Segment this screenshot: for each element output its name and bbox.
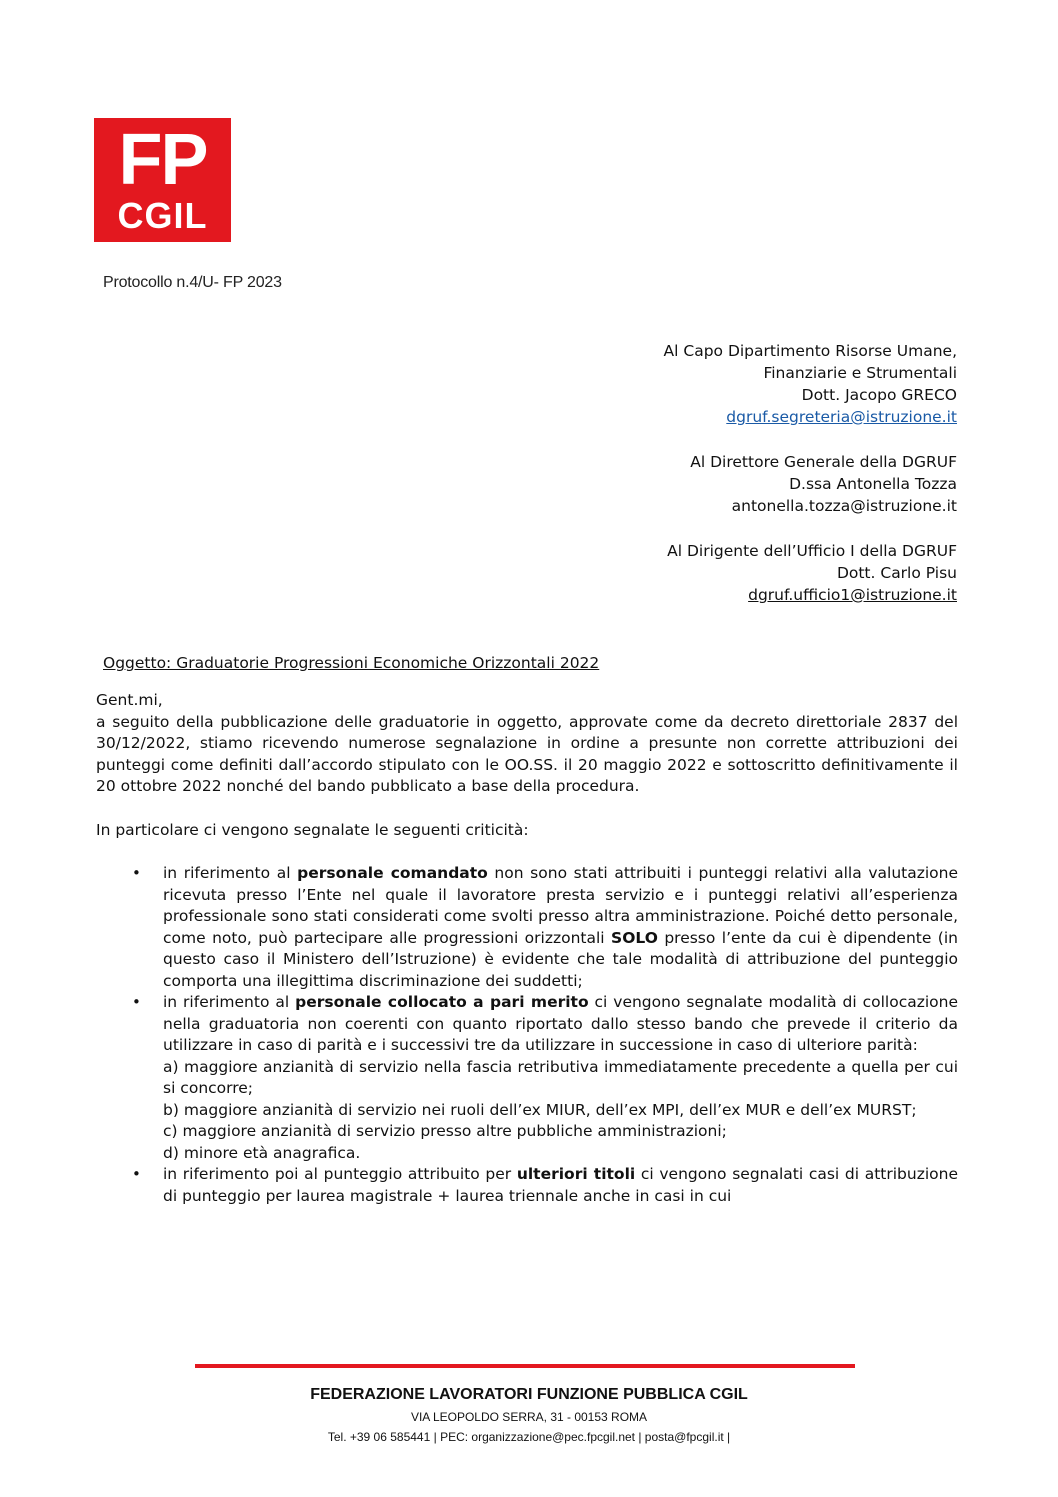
recipient-1	[664, 340, 957, 428]
footer-organization: FEDERAZIONE LAVORATORI FUNZIONE PUBBLICA CGIL	[310, 1386, 748, 1403]
sub-item: d) minore età anagrafica.	[163, 1143, 361, 1162]
recipient-email-link[interactable]: dgruf.segreteria@istruzione.it	[726, 408, 957, 426]
lead-paragraph: In particolare ci vengono segnalate le seguenti criticità:	[96, 820, 529, 839]
recipient-email: antonella.tozza@istruzione.it	[731, 497, 957, 515]
sub-item: b) maggiore anzianità di servizio nei ruoli dell’ex MIUR, dell’ex MPI, dell’ex MUR e dell’ex MURST;	[163, 1100, 917, 1119]
recipient-line: Dott. Jacopo GRECO	[801, 386, 957, 404]
footer-contacts: Tel. +39 06 585441 | PEC: organizzazione@pec.fpcgil.net | posta@fpcgil.it |	[327, 1430, 731, 1444]
recipient-line: Al Capo Dipartimento Risorse Umane,	[663, 342, 957, 360]
recipient-2	[664, 451, 957, 517]
recipient-3	[664, 540, 957, 606]
bullet-icon: •	[132, 993, 141, 1011]
emphasis: ulteriori titoli	[516, 1165, 636, 1183]
emphasis: SOLO	[611, 928, 658, 947]
list-item: • in riferimento poi al punteggio attribuito per ulteriori titoli ci vengono segnalati casi di attribuzione di punteggio per laurea magistrale + laurea triennale anche in casi in cui	[132, 1165, 959, 1205]
emphasis: personale collocato a pari merito	[295, 993, 589, 1011]
greeting: Gent.mi,	[96, 691, 163, 709]
sub-item: c) maggiore anzianità di servizio presso altre pubbliche amministrazioni;	[163, 1122, 727, 1140]
recipient-line: Al Direttore Generale della DGRUF	[690, 453, 957, 471]
bullet-icon: •	[132, 864, 141, 882]
protocol-number: Protocollo n.4/U- FP 2023	[103, 274, 282, 291]
list-item: • in riferimento al personale collocato a pari merito ci vengono segnalate modalità di collocazione nella graduatoria non coerenti con quanto riportato dallo stesso bando che prevede il criterio da utilizzare in caso di parità e i successivi tre da utilizzare in successione in caso di ulteriore parità: a) maggiore anzianità di servizio nella fascia retributiva immediatamente precedente a quella per cui si concorre; b) maggiore anzianità di servizio nei ruoli dell’ex MIUR, dell’ex MPI, dell’ex MUR e dell’ex MURST; c) maggiore anzianità di servizio presso altre pubbliche amministrazioni; d) minore età anagrafica.	[96, 992, 958, 1164]
bullet-icon: •	[132, 1165, 141, 1183]
footer-divider	[195, 1364, 855, 1368]
criticality-list	[96, 863, 958, 1207]
subject-line: Oggetto: Graduatorie Progressioni Economiche Orizzontali 2022	[103, 654, 600, 672]
intro-paragraph: a seguito della pubblicazione delle graduatorie in oggetto, approvate come da decreto direttoriale 2837 del 30/12/2022, stiamo ricevendo numerose segnalazione in ordine a presunte non corrette attribuzioni dei punteggi come definiti dall’accordo stipulato con le OO.SS. il 20 maggio 2022 e sottoscritto definitivamente il 20 ottobre 2022 nonché del bando pubblicato a base della procedura.	[96, 712, 958, 795]
fp-cgil-logo	[94, 118, 231, 242]
letter-body	[96, 690, 958, 1207]
recipient-line: Al Dirigente dell’Ufficio I della DGRUF	[667, 542, 957, 560]
sub-item: a) maggiore anzianità di servizio nella fascia retributiva immediatamente precedente a quella per cui si concorre;	[163, 1057, 958, 1097]
footer-address: VIA LEOPOLDO SERRA, 31 - 00153 ROMA	[410, 1410, 648, 1424]
recipient-email-link[interactable]: dgruf.ufficio1@istruzione.it	[748, 586, 957, 604]
logo-cgil-text: CGIL	[117, 195, 208, 236]
recipient-line: Dott. Carlo Pisu	[836, 564, 957, 582]
recipients-block	[664, 340, 957, 629]
recipient-line: D.ssa Antonella Tozza	[789, 475, 957, 493]
list-item: • in riferimento al personale comandato non sono stati attribuiti i punteggi relativi alla valutazione ricevuta presso l’Ente nel quale il lavoratore presta servizio e i punteggi relativi all’esperienza professionale sono stati considerati come svolti presso altra amministrazione. Poiché detto personale, come noto, può partecipare alle progressioni orizzontali SOLO presso l’ente da cui è dipendente (in questo caso il Ministero dell’Istruzione) è evidente che tale modalità di attribuzione del punteggio comporta una illegittima discriminazione dei suddetti;	[132, 864, 959, 990]
recipient-line: Finanziarie e Strumentali	[763, 364, 957, 382]
footer	[0, 1383, 1058, 1447]
logo-fp-text: FP	[118, 120, 207, 200]
emphasis: personale comandato	[297, 864, 488, 882]
